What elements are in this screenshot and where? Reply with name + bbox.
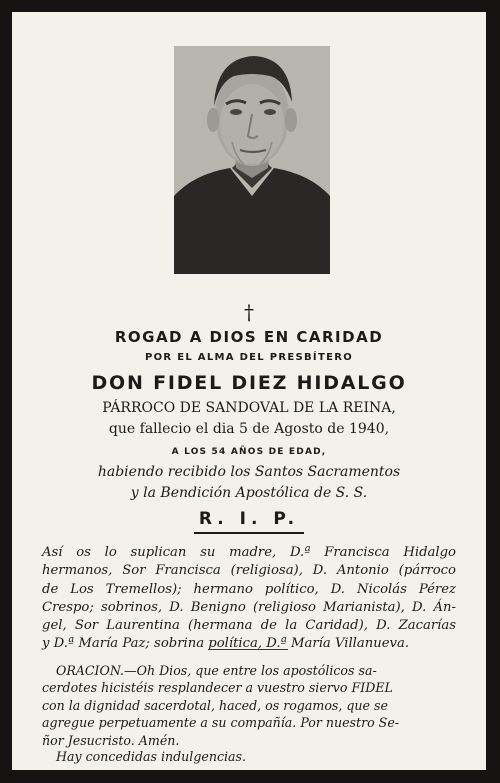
family-line: de Los Tremellos); hermano político, D. Nicolás Pérez — [42, 581, 456, 597]
invocation-heading: ROGAD A DIOS EN CARIDAD — [114, 328, 384, 346]
cross-icon: † — [244, 300, 254, 324]
family-line: Así os lo suplican su madre, D.ª Francisca Hidalgo — [42, 545, 456, 560]
prayer-line: con la dignidad sacerdotal, haced, os rogamos, que se — [42, 697, 388, 713]
family-paragraph — [42, 544, 456, 654]
family-line: y D.ª María Paz; sobrina política, D.ª María Villanueva. — [42, 636, 410, 652]
prayer-line: agregue perpetuamente a su compañía. Por nuestro Se- — [42, 715, 400, 731]
soul-line: POR EL ALMA DEL PRESBÍTERO — [144, 352, 354, 363]
family-line: gel, Sor Laurentina (hermana de la Caridad), D. Zacarías — [42, 618, 456, 634]
family-line: hermanos, Sor Francisca (religiosa), D. Antonio (párroco — [42, 563, 456, 579]
death-date-line: que fallecio el dia 5 de Agosto de 1940, — [108, 421, 390, 437]
indulgences-note: Hay concedidas indulgencias. — [56, 749, 247, 764]
priest-portrait-photo — [174, 46, 330, 274]
parish-line: PÁRROCO DE SANDOVAL DE LA REINA, — [102, 400, 396, 416]
prayer-line: cerdotes hicistéis resplandecer a vuestro siervo FIDEL — [42, 680, 393, 696]
rip-heading: R. I. P. — [194, 509, 304, 534]
divider — [208, 649, 288, 650]
prayer-line: ORACION.—Oh Dios, que entre los apostólicos sa- — [56, 663, 377, 678]
age-line: A LOS 54 AÑOS DE EDAD, — [171, 447, 327, 457]
blessing-line: y la Bendición Apostólica de S. S. — [130, 485, 368, 501]
sacraments-line: habiendo recibido los Santos Sacramentos — [97, 464, 401, 480]
prayer-paragraph — [42, 662, 456, 749]
family-line: Crespo; sobrinos, D. Benigno (religioso Marianista), D. Án- — [42, 599, 456, 615]
deceased-name: DON FIDEL DIEZ HIDALGO — [91, 372, 407, 394]
prayer-line: ñor Jesucristo. Amén. — [42, 732, 180, 748]
